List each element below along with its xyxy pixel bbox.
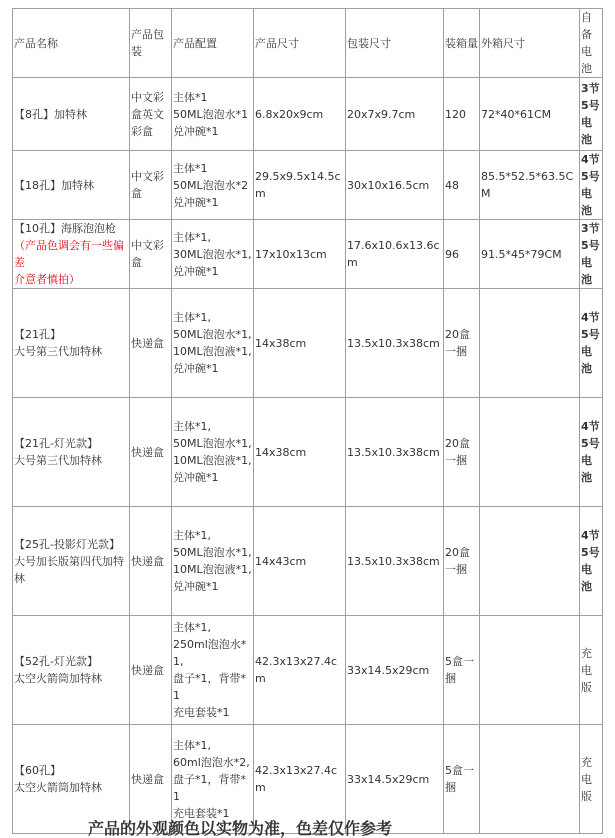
cell-product-size: 14x38cm: [254, 398, 346, 507]
cell-package-size: 30x10x16.5cm: [346, 151, 444, 220]
config-line: 兑冲碗*1: [173, 264, 219, 278]
cell-package: 快递盒: [130, 725, 172, 834]
cell-qty: 5盒一捆: [444, 725, 480, 834]
config-line: 50ML泡泡水*1,: [173, 546, 252, 559]
config-line: 50ML泡泡水*1,: [173, 328, 252, 341]
product-name-line: 【60孔】: [14, 764, 61, 777]
product-name-line: 【25孔-投影灯光款】: [14, 537, 120, 551]
cell-qty: 20盒一捆: [444, 289, 480, 398]
cell-package: 快递盒: [130, 507, 172, 616]
config-line: 10ML泡泡液*1,: [173, 563, 252, 576]
config-line: 50ML泡泡水*2: [173, 178, 249, 192]
product-name-line: 【8孔】加特林: [14, 107, 87, 121]
cell-qty: 5盒一捆: [444, 616, 480, 725]
config-line: 兑冲碗*1: [173, 471, 219, 484]
table-row: [13, 725, 603, 834]
cell-product-name: [13, 78, 130, 151]
config-line: 50ML泡泡水*1,: [173, 437, 252, 450]
cell-product-name: [13, 220, 130, 289]
cell-battery: 4节5号电池: [580, 398, 603, 507]
config-line: 10ML泡泡液*1,: [173, 345, 252, 358]
cell-product-size: 29.5x9.5x14.5cm: [254, 151, 346, 220]
cell-product-name: [13, 151, 130, 220]
table-row: [13, 616, 603, 725]
cell-qty: 120: [444, 78, 480, 151]
cell-config: [172, 78, 254, 151]
config-line: 充电套装*1: [173, 806, 230, 820]
product-name-note: 介意者慎拍）: [14, 273, 80, 286]
config-line: 主体*1: [173, 161, 208, 175]
config-line: 充电套装*1: [173, 706, 230, 719]
header-cell-name: 产品名称: [13, 9, 130, 78]
cell-battery: 4节5号电池: [580, 507, 603, 616]
product-name-line: 太空火箭筒加特林: [14, 672, 102, 685]
footer-note: 产品的外观颜色以实物为准，色差仅作参考: [88, 819, 393, 838]
table-row: [13, 151, 603, 220]
header-cell-qty: 装箱量: [444, 9, 480, 78]
cell-qty: 20盒一捆: [444, 507, 480, 616]
config-line: 30ML泡泡水*1,: [173, 247, 252, 261]
config-line: 主体*1: [173, 90, 208, 104]
product-spec-table: [12, 8, 603, 834]
cell-package: 中文彩盒英文彩盒: [130, 78, 172, 151]
cell-battery: 3节5号电池: [580, 220, 603, 289]
cell-product-name: [13, 289, 130, 398]
cell-battery: 充电版: [580, 725, 603, 834]
cell-product-name: [13, 507, 130, 616]
cell-package: 快递盒: [130, 289, 172, 398]
product-name-line: 大号第三代加特林: [14, 345, 102, 358]
config-line: 主体*1,: [173, 621, 211, 634]
config-line: 10ML泡泡液*1,: [173, 454, 252, 467]
product-name-line: 【52孔-灯光款】: [14, 655, 98, 668]
cell-config: [172, 289, 254, 398]
cell-package: 中文彩盒: [130, 151, 172, 220]
cell-config: [172, 398, 254, 507]
header-cell-package: 产品包装: [130, 9, 172, 78]
header-cell-config: 产品配置: [172, 9, 254, 78]
cell-battery: 4节5号电池: [580, 289, 603, 398]
product-name-line: 大号第三代加特林: [14, 454, 102, 467]
config-line: 兑冲碗*1: [173, 195, 219, 209]
cell-carton-size: [480, 616, 580, 725]
table-row: [13, 507, 603, 616]
cell-product-size: 14x38cm: [254, 289, 346, 398]
cell-package: 中文彩盒: [130, 220, 172, 289]
product-name-note: （产品色调会有一些偏差: [14, 239, 124, 269]
config-line: 主体*1,: [173, 230, 211, 244]
cell-product-size: 17x10x13cm: [254, 220, 346, 289]
config-line: 兑冲碗*1: [173, 580, 219, 593]
cell-carton-size: 72*40*61CM: [480, 78, 580, 151]
config-line: 兑冲碗*1: [173, 124, 219, 138]
cell-config: [172, 220, 254, 289]
product-name-line: 【18孔】加特林: [14, 178, 94, 192]
product-name-line: 【21孔】: [14, 328, 61, 341]
header-cell-package-size: 包装尺寸: [346, 9, 444, 78]
header-row: [13, 9, 603, 78]
config-line: 主体*1,: [173, 738, 211, 752]
cell-package-size: 13.5x10.3x38cm: [346, 507, 444, 616]
cell-package: 快递盒: [130, 616, 172, 725]
table-row: [13, 220, 603, 289]
cell-qty: 96: [444, 220, 480, 289]
table-row: [13, 289, 603, 398]
config-line: 60ml泡泡水*2,: [173, 755, 250, 769]
spec-table-wrapper: [12, 8, 603, 834]
cell-package-size: 13.5x10.3x38cm: [346, 289, 444, 398]
table-row: [13, 398, 603, 507]
cell-product-name: [13, 616, 130, 725]
cell-package: 快递盒: [130, 398, 172, 507]
config-line: 主体*1,: [173, 311, 211, 324]
cell-config: [172, 507, 254, 616]
cell-product-size: 42.3x13x27.4cm: [254, 725, 346, 834]
cell-carton-size: [480, 507, 580, 616]
cell-qty: 20盒一捆: [444, 398, 480, 507]
header-cell-product-size: 产品尺寸: [254, 9, 346, 78]
header-cell-carton-size: 外箱尺寸: [480, 9, 580, 78]
product-name-line: 太空火箭筒加特林: [14, 781, 102, 794]
header-cell-battery: 自备电池: [580, 9, 603, 78]
cell-config: [172, 725, 254, 834]
cell-battery: 3节5号电池: [580, 78, 603, 151]
config-line: 主体*1,: [173, 529, 211, 542]
config-line: 盘子*1，背带*1: [173, 672, 246, 702]
config-line: 主体*1,: [173, 420, 211, 433]
cell-battery: 充电版: [580, 616, 603, 725]
cell-carton-size: [480, 398, 580, 507]
cell-qty: 48: [444, 151, 480, 220]
cell-product-size: 42.3x13x27.4cm: [254, 616, 346, 725]
product-name-line: 【21孔-灯光款】: [14, 437, 98, 450]
cell-carton-size: 91.5*45*79CM: [480, 220, 580, 289]
cell-package-size: 17.6x10.6x13.6cm: [346, 220, 444, 289]
cell-package-size: 13.5x10.3x38cm: [346, 398, 444, 507]
cell-config: [172, 151, 254, 220]
cell-carton-size: [480, 725, 580, 834]
cell-carton-size: 85.5*52.5*63.5CM: [480, 151, 580, 220]
config-line: 50ML泡泡水*1: [173, 107, 249, 121]
cell-package-size: 33x14.5x29cm: [346, 616, 444, 725]
table-row: [13, 78, 603, 151]
cell-carton-size: [480, 289, 580, 398]
product-name-line: 大号加长版第四代加特林: [14, 554, 124, 585]
config-line: 250ml泡泡水*1,: [173, 638, 247, 668]
cell-product-name: [13, 725, 130, 834]
cell-product-size: 14x43cm: [254, 507, 346, 616]
config-line: 盘子*1，背带*1: [173, 772, 246, 803]
cell-package-size: 33x14.5x29cm: [346, 725, 444, 834]
cell-product-name: [13, 398, 130, 507]
cell-config: [172, 616, 254, 725]
cell-product-size: 6.8x20x9cm: [254, 78, 346, 151]
cell-battery: 4节5号电池: [580, 151, 603, 220]
product-name-line: 【10孔】海豚泡泡枪: [14, 222, 116, 235]
config-line: 兑冲碗*1: [173, 362, 219, 375]
cell-package-size: 20x7x9.7cm: [346, 78, 444, 151]
